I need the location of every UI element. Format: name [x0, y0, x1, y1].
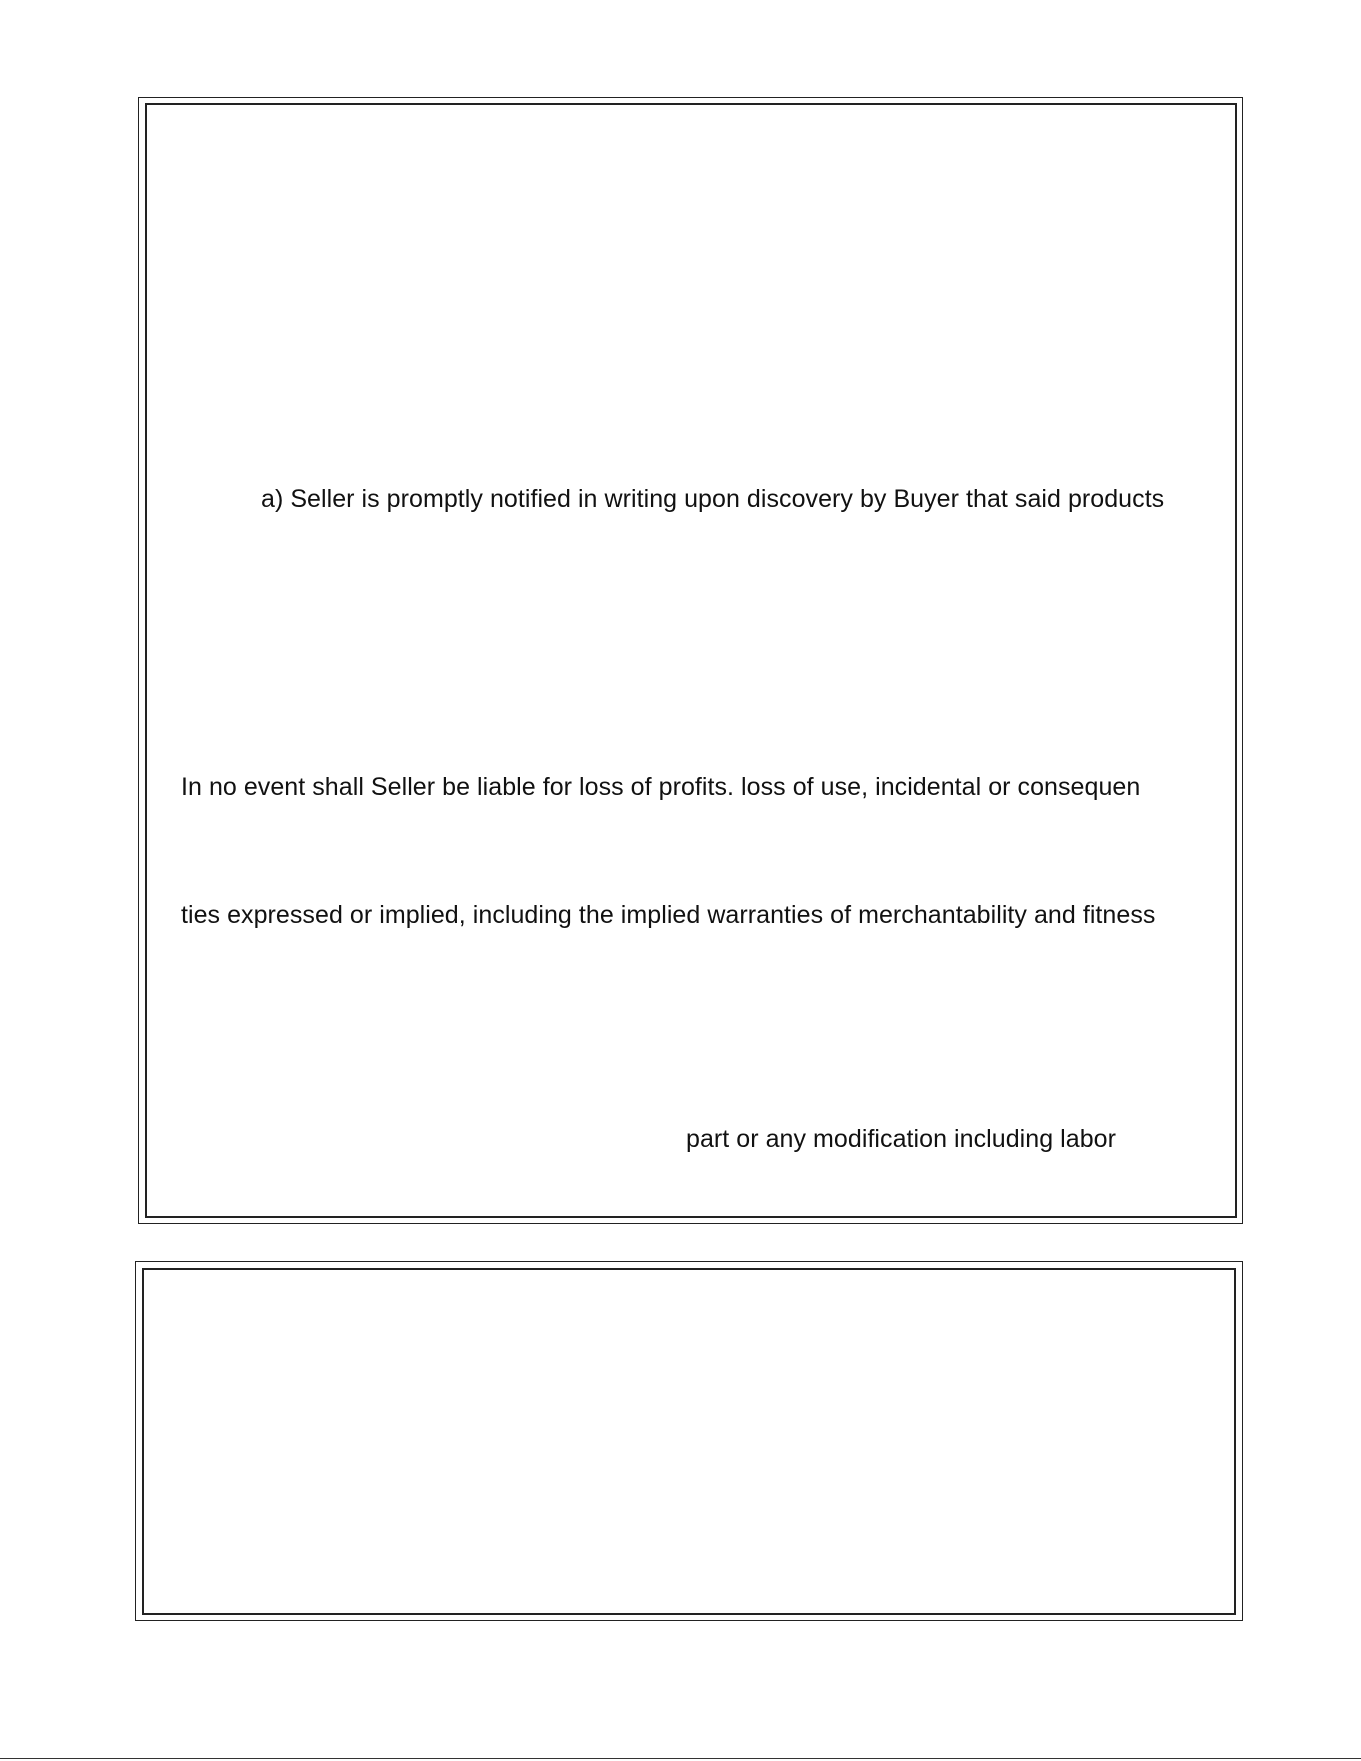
implied-warranties-text: ties expressed or implied, including the implied warranties of merchantability and fitness — [181, 901, 1156, 929]
modification-labor-text: part or any modification including labor — [686, 1125, 1117, 1153]
liability-limitation-text: In no event shall Seller be liable for loss of profits. loss of use, incidental or consequen — [181, 773, 1141, 801]
lower-box-inner-border — [142, 1268, 1236, 1615]
warranty-clause-a: a) Seller is promptly notified in writing upon discovery by Buyer that said products — [261, 485, 1165, 513]
warranty-box-inner-border — [145, 103, 1237, 1218]
page-bottom-rule — [0, 1758, 1361, 1759]
